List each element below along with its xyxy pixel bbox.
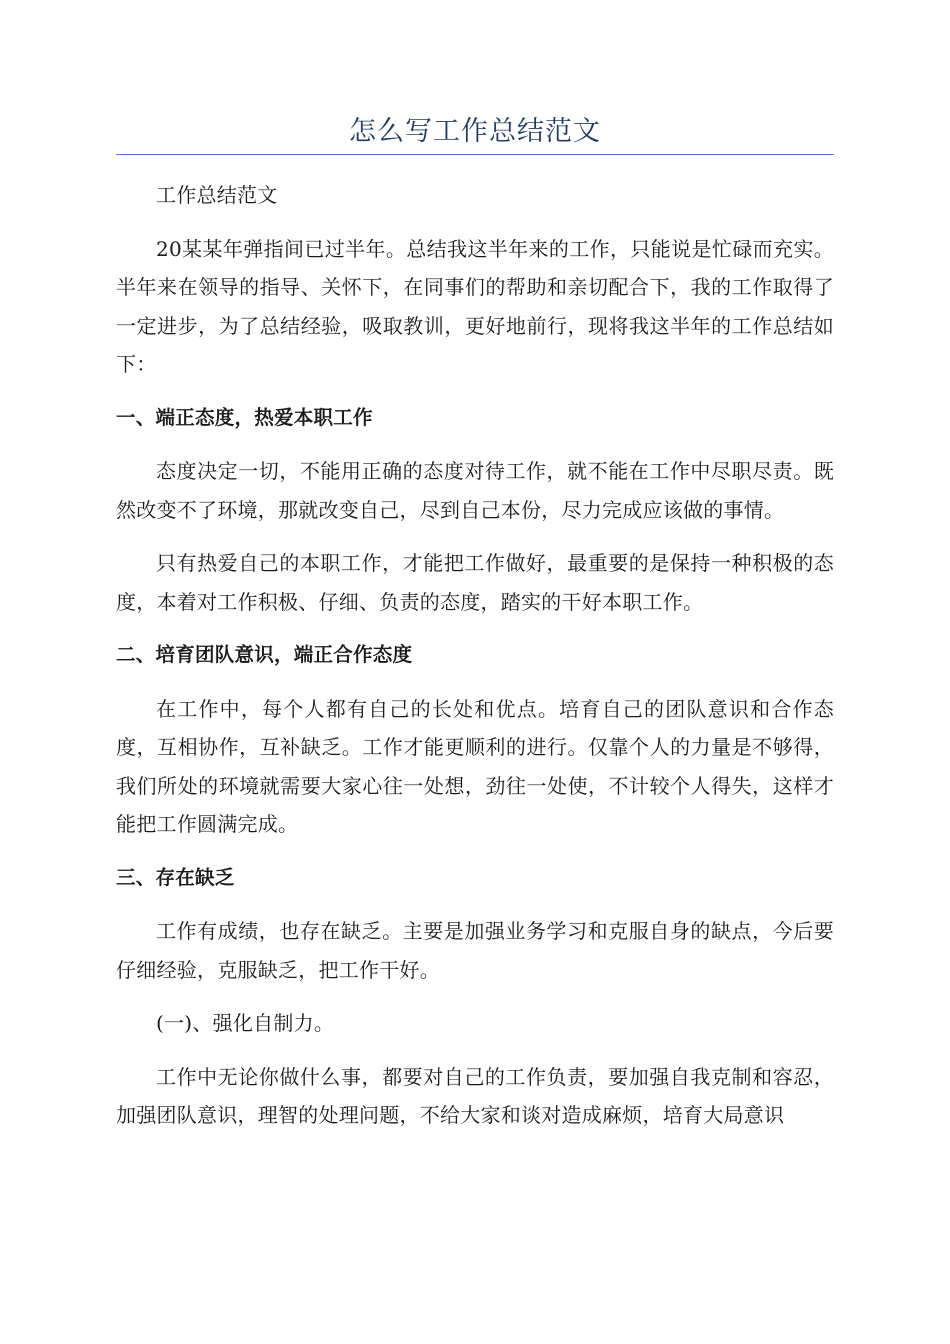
paragraph-intro-label: 工作总结范文 <box>156 183 278 207</box>
section-heading-2: 二、培育团队意识，端正合作态度 <box>116 643 413 666</box>
document-title: 怎么写工作总结范文 <box>349 116 601 147</box>
paragraph-teamwork: 在工作中，每个人都有自己的长处和优点。培育自己的团队意识和合作态度，互相协作，互补缺乏。工作才能更顺利的进行。仅靠个人的力量是不够得，我们所处的环境就需要大家心往一处想，劲往一处使，不计较个人得失，这样才能把工作圆满完成。 <box>116 696 834 836</box>
section-heading-1: 一、端正态度，热爱本职工作 <box>116 405 373 429</box>
paragraph-love-work: 只有热爱自己的本职工作，才能把工作做好，最重要的是保持一种积极的态度，本着对工作积极、仔细、负责的态度，踏实的干好本职工作。 <box>116 551 834 614</box>
paragraph-opening: 20某某年弹指间已过半年。总结我这半年来的工作，只能说是忙碌而充实。半年来在领导的指导、关怀下，在同事们的帮助和亲切配合下，我的工作取得了一定进步，为了总结经验，吸取教训，更好地前行，现将我这半年的工作总结如下： <box>116 236 834 376</box>
document-page <box>116 0 834 1150</box>
section-heading-3: 三、存在缺乏 <box>116 865 235 889</box>
paragraph-shortcomings: 工作有成绩，也存在缺乏。主要是加强业务学习和克服自身的缺点，今后要仔细经验，克服缺乏，把工作干好。 <box>116 919 834 982</box>
title-underline <box>116 154 834 155</box>
paragraph-self-control: 工作中无论你做什么事，都要对自己的工作负责，要加强自我克制和容忍，加强团队意识，理智的处理问题，不给大家和谈对造成麻烦，培育大局意识 <box>116 1064 834 1127</box>
document-body <box>116 176 834 1135</box>
paragraph-attitude: 态度决定一切，不能用正确的态度对待工作，就不能在工作中尽职尽责。既然改变不了环境，那就改变自己，尽到自己本份，尽力完成应该做的事情。 <box>116 459 834 522</box>
subheading-self-control: (一)、强化自制力。 <box>156 1011 335 1035</box>
